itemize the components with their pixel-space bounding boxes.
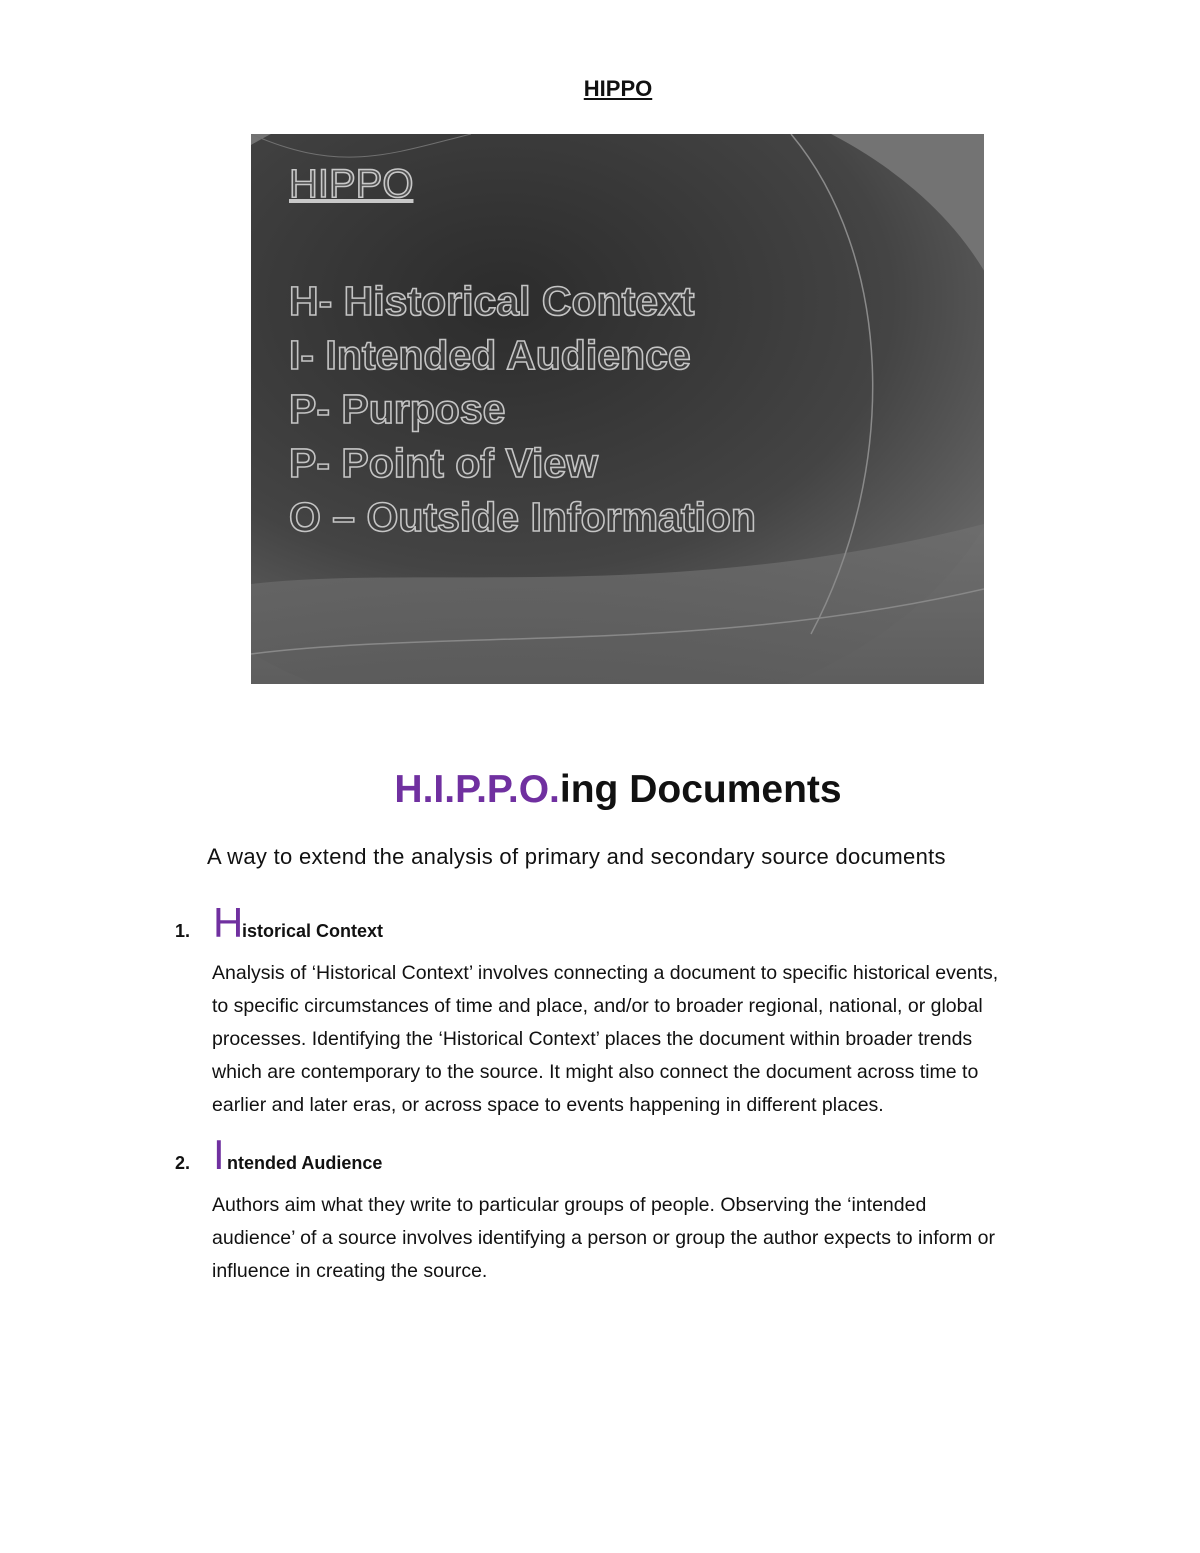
- section-body-intended-audience: [212, 1189, 1112, 1288]
- document-subtitle: A way to extend the analysis of primary and secondary source documents: [207, 844, 946, 869]
- document-title-accent: H.I.P.P.O.: [394, 768, 560, 811]
- slide-title: HIPPO: [289, 162, 414, 206]
- section-heading-historical-context: [175, 898, 575, 946]
- slide-item-outside-information: O – Outside Information: [289, 494, 756, 540]
- section-initial-letter: H: [213, 899, 244, 946]
- hippo-slide-image: [251, 134, 984, 684]
- slide-item-point-of-view: P- Point of View: [289, 440, 599, 486]
- body-line: influence in creating the source.: [212, 1260, 488, 1282]
- body-line: processes. Identifying the ‘Historical Context’ places the document within broader trends: [212, 1028, 973, 1050]
- slide-item-intended-audience: I- Intended Audience: [289, 332, 691, 378]
- body-line: Authors aim what they write to particular groups of people. Observing the ‘intended: [212, 1194, 927, 1216]
- slide-item-purpose: P- Purpose: [289, 386, 506, 432]
- section-heading-intended-audience: [175, 1130, 575, 1178]
- section-body-historical-context: [212, 957, 1112, 1122]
- body-line: audience’ of a source involves identifying a person or group the author expects to inform or: [212, 1227, 995, 1249]
- section-heading-text: ntended Audience: [227, 1153, 383, 1173]
- document-title: [0, 768, 1200, 812]
- section-initial-letter: I: [213, 1131, 225, 1178]
- section-number: 2.: [175, 1153, 191, 1173]
- slide-list: [289, 274, 756, 544]
- body-line: to specific circumstances of time and place, and/or to broader regional, national, or global: [212, 995, 983, 1017]
- body-line: earlier and later eras, or across space to events happening in different places.: [212, 1094, 884, 1116]
- page-heading: HIPPO: [583, 76, 653, 101]
- slide-item-historical-context: H- Historical Context: [289, 278, 695, 324]
- body-line: which are contemporary to the source. It might also connect the document across time to: [212, 1061, 979, 1083]
- body-line: Analysis of ‘Historical Context’ involves connecting a document to specific historical events,: [212, 962, 999, 984]
- section-number: 1.: [175, 921, 191, 941]
- section-heading-text: istorical Context: [242, 921, 384, 941]
- document-title-rest: ing Documents: [559, 768, 842, 811]
